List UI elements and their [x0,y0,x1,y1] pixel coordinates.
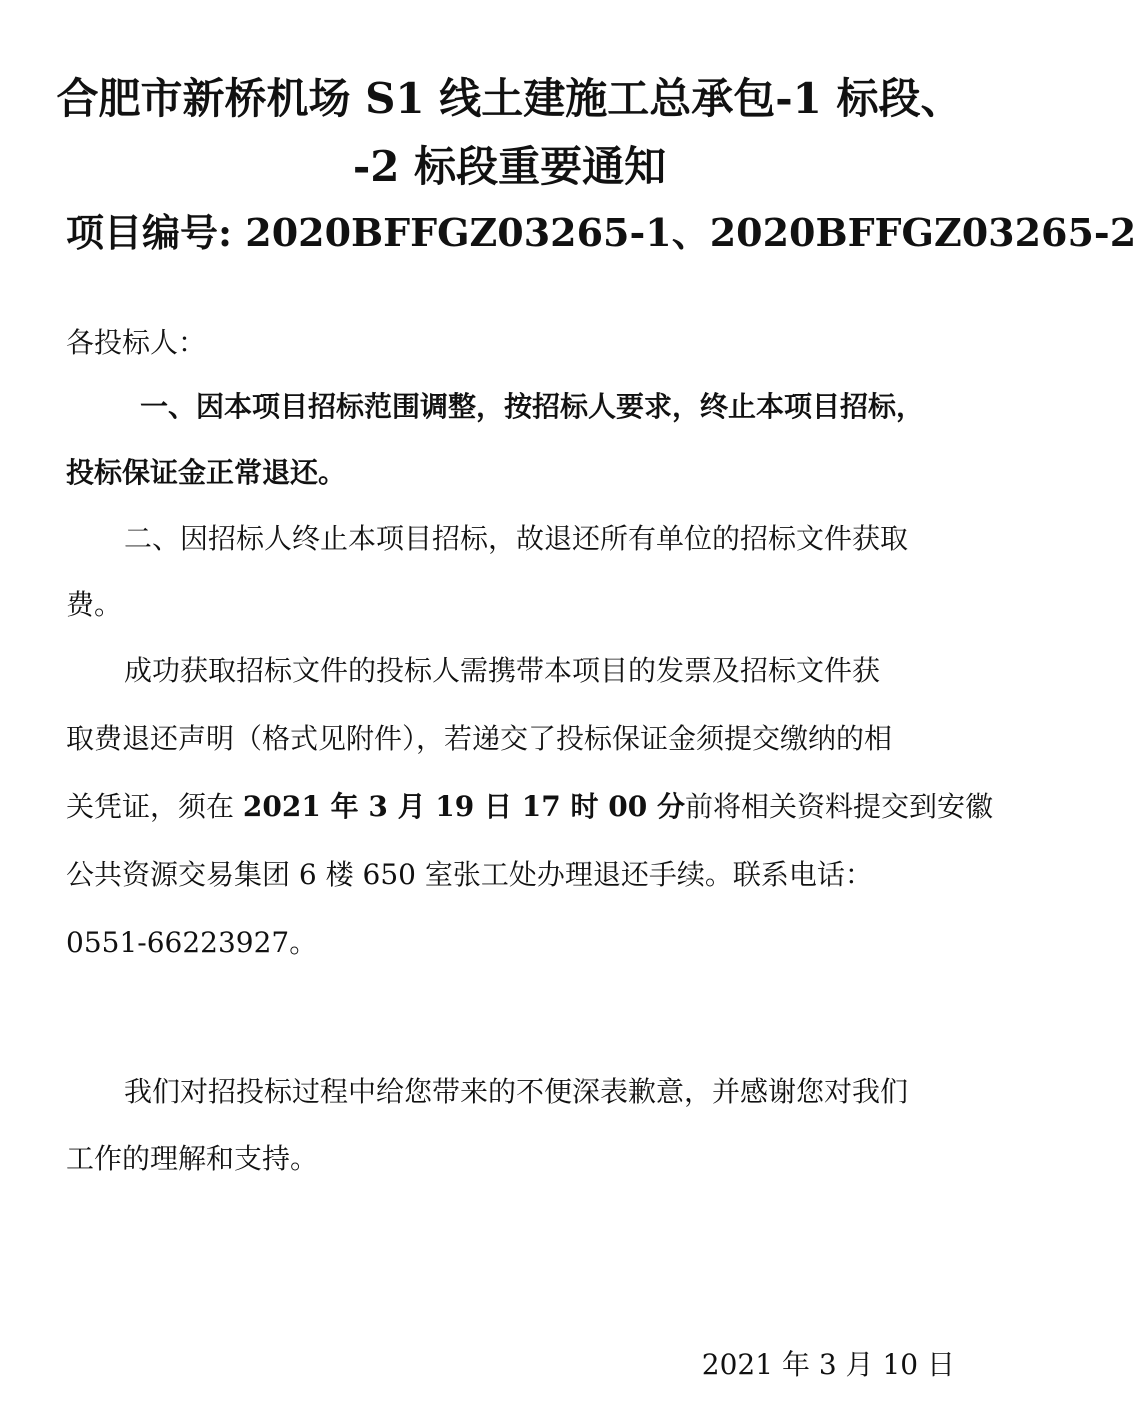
paragraph-2-line-1: 二、因招标人终止本项目招标，故退还所有单位的招标文件获取 [124,522,909,555]
paragraph-3-line-3-suffix: 前将相关资料提交到安徽 [684,790,993,823]
paragraph-4-line-2: 工作的理解和支持。 [66,1142,319,1175]
paragraph-3-line-1: 成功获取招标文件的投标人需携带本项目的发票及招标文件获 [124,654,881,687]
paragraph-3-line-4: 公共资源交易集团 6 楼 650 室张工处办理退还手续。联系电话： [66,858,873,891]
paragraph-3-line-3-prefix: 关凭证，须在 [66,790,243,823]
paragraph-1-line-1: 一、因本项目招标范围调整，按招标人要求，终止本项目招标， [140,390,925,423]
notice-title-line-2: -2 标段重要通知 [352,142,667,191]
salutation: 各投标人： [66,326,207,359]
paragraph-4-line-1: 我们对招投标过程中给您带来的不便深表歉意，并感谢您对我们 [124,1075,909,1108]
paragraph-3-line-2: 取费退还声明（格式见附件），若递交了投标保证金须提交缴纳的相 [66,722,893,755]
contact-phone: 0551-66223927。 [66,926,318,959]
notice-title-line-1: 合肥市新桥机场 S1 线土建施工总承包-1 标段、 [56,74,963,123]
submission-deadline: 2021 年 3 月 19 日 17 时 00 分 [242,790,685,823]
paragraph-1-line-2: 投标保证金正常退还。 [66,456,347,489]
issue-date: 2021 年 3 月 10 日 [701,1348,955,1381]
paragraph-3-line-3 [66,790,993,824]
project-code: 项目编号: 2020BFFGZ03265-1、2020BFFGZ03265-2 [66,210,1136,255]
paragraph-2-line-2: 费。 [66,588,123,621]
